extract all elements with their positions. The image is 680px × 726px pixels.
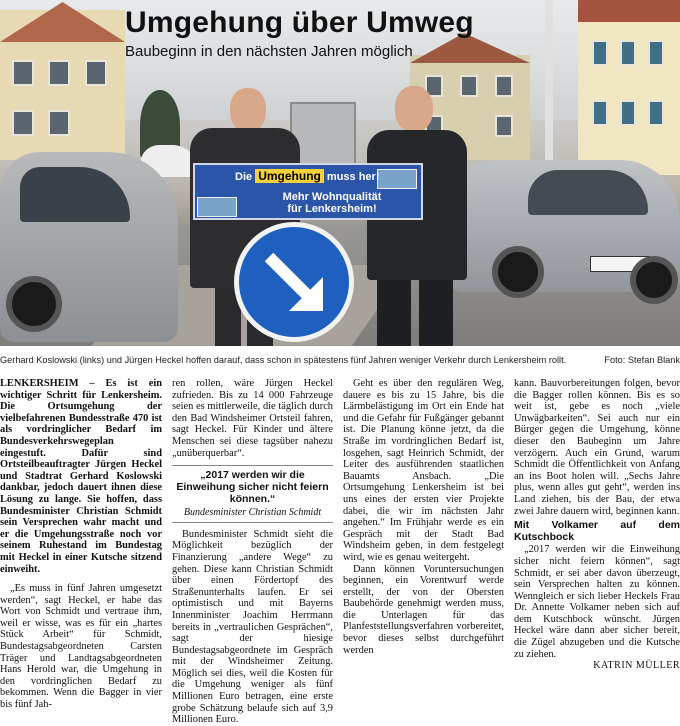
author-byline: KATRIN MÜLLER [593,660,680,672]
banner-photo-right [377,169,417,189]
article-column-2 [172,378,333,726]
article-column-4 [514,378,680,672]
paragraph: ren rollen, wäre Jürgen Heckel zufrieden. Bis zu 14 000 Fahrzeuge seien es mittlerweile, die täglich durch den Bad Windsheimer Ortsteil fahren, sagt Heckel. Für Kinder und ältere Menschen sei diese tagsüber nahezu „unüberquerbar“. [172,378,333,459]
umgehung-banner [193,163,423,220]
house-right [578,0,680,175]
lead-paragraph: LENKERSHEIM – Es ist ein wichtiger Schritt für Lenkersheim. Die Ortsumgehung der vielbefahrenen Bundesstraße 470 ist als vordringlicher Bedarf im Bundesverkehrswegeplan eingestuft. Dafür sind Ortsteilbeauftragter Jürgen Heckel und Stadtrat Gerhard Koslowski dankbar, jedoch dauert ihnen diese Lösung zu lange. Sie hoffen, dass Bundesminister Christian Schmidt sein Versprechen wahr macht und er die Umgehungsstraße noch vor seinem Ruhestand im Bundestag mit Heckel in einer Kutsche sitzend einweiht. [0,378,162,575]
article-column-3 [343,378,504,656]
keep-right-sign-icon [234,222,354,342]
subheadline: Baubeginn in den nächsten Jahren möglich [125,43,413,60]
car-wheel [630,256,678,304]
banner-main-text: Mehr Wohnqualität für Lenkersheim! [282,191,382,215]
paragraph: Geht es über den regulären Weg, dauere es bis zu 15 Jahre, bis die Lärmbelästigung im Ort ein Ende hat und die Gefahr für Fußgänger gebannt ist. Die Planung könne jetzt, da die Straße im vordringlichen Bedarf ist, losgehen, sagt Heinrich Schmidt, der Leiter des ausführenden staatlichen Bauamts Ansbach. „Die Ortsumgehung Lenkersheim ist bei uns eines der ersten vier Projekte dabei, die wir im nächsten Jahr angehen.“ Im Frühjahr werde es ein Gespräch mit der Stadt Bad Windsheim geben, in dem festgelegt wird, wie es genau weitergeht. [343,378,504,563]
article-column-1 [0,378,162,711]
car-wheel [492,246,544,298]
paragraph: kann. Bauvorbereitungen folgen, bevor die Bagger rollen können. Bis es so weit ist, gebe es noch „viele Unwägbarkeiten“. Sei auch nur ein Bürger gegen die Umgehung, könne dieser den Baubeginn um Jahre verzögern. Auch ein Grund, warum Schmidt die Öffentlichkeit von Anfang an ins Boot holen will. „Sechs Jahre plus, wenn alles gut geht“, werden ins Land ziehen, bis der Bau, der etwa zwei Jahre dauern wird, beginnen kann. [514,378,680,517]
pull-quote-source: Bundesminister Christian Schmidt [183,507,322,519]
caption-text: Gerhard Koslowski (links) und Jürgen Heckel hoffen darauf, dass schon in spätestens fünf Jahren weniger Verkehr durch Lenkersheim rollt. [0,355,567,365]
paragraph: „2017 werden wir die Einweihung sicher nicht feiern können“, sagt Schmidt, er sei aber davon überzeugt, sein Versprechen halten zu können. Wenngleich er sich lieber Heckels Frau Dr. Annette Volkamer neben sich auf dem Kutschbock wünscht. Jürgen Heckel wäre dann aber sicher bereit, die Zügel abzugeben und die Kutsche zu ziehen. [514,544,680,660]
paragraph: Bundesminister Schmidt sieht die Möglichkeit bezüglich der Finanzierung „andere Wege“ zu gehen. Diese kann Christian Schmidt über einen Fördertopf des Straßenunterhalts laufen. Er sei optimistisch und mit Bayerns Innenminister Joachim Herrmann bereits in „vertraulichen Gesprächen“, sagt der hiesige Bundestagsabgeordnete im Gespräch mit der Windsheimer Zeitung. Möglich sei dies, weil die Kosten für die Umgehung weniger als fünf Millionen Euro betragen, eine erste grobe Schätzung belaufe sich auf 3,9 Millionen Euro. [172,528,333,726]
photo-credit: Foto: Stefan Blank [604,355,680,365]
pull-quote-text: „2017 werden wir die Einweihung sicher nicht feiern können.“ [176,469,329,506]
car-wheel [6,276,62,332]
pull-quote [172,465,333,523]
banner-highlight: Umgehung [255,169,324,183]
paragraph: Dann können Voruntersuchungen beginnen, ein Vorentwurf werde erstellt, der von der Obersten Baubehörde genehmigt werden muss, die Unterlagen für das Planfeststellungsverfahren vorbereitet, bevor dieses selbst durchgeführt werden [343,563,504,656]
banner-line-1: Die Umgehung muss her! [235,169,380,183]
headline: Umgehung über Umweg [125,6,474,39]
house-left [0,10,125,160]
article-photo [0,0,680,346]
photo-caption [0,355,680,369]
banner-photo-left [197,197,237,217]
paragraph: „Es muss in fünf Jahren umgesetzt werden“, sagt Heckel, er habe das Wort von Schmidt und vertraue ihm, weil er wisse, was es für ein „hartes Stück Arbeit“ für Schmidt, Bundestagsabgeordneten Carsten Träger und Landtagsabgeordneten Hans Herold war, die Umgehung in den vordringlichen Bedarf zu bekommen. Wenn die Bagger in vier bis fünf Jah- [0,583,162,711]
section-subhead: Mit Volkamer auf dem Kutschbock [514,519,680,543]
